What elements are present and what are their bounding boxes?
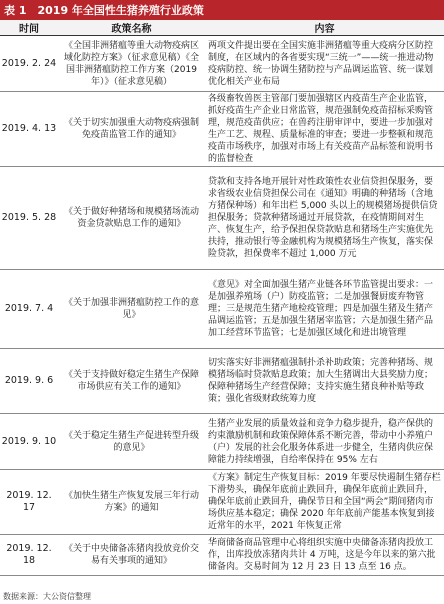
header-date: 时间 [0, 20, 58, 36]
table-row [0, 349, 444, 414]
row-content: 两项文件提出要在全国实施非洲猪瘟等重大疫病分区防控制度，在区域内的各省要实现“三统一”——统一推进动物疫病防控、统一协调生猪防控与产品调运监管、统一谋划优化相关产业布局 [205, 36, 444, 92]
table-row [0, 270, 444, 349]
table-row [0, 36, 444, 92]
row-policy-name: 《关于稳定生猪生产促进转型升级的意见》 [58, 414, 205, 470]
table-row [0, 470, 444, 535]
row-date: 2019. 7. 4 [0, 270, 58, 349]
row-policy-name: 《关于支持做好稳定生猪生产保障市场供应有关工作的通知》 [58, 349, 205, 414]
policy-table [0, 20, 444, 576]
table-title-bar [0, 0, 444, 20]
row-date: 2019. 5. 28 [0, 167, 58, 270]
row-date: 2019. 9. 10 [0, 414, 58, 470]
row-date: 2019. 12. 17 [0, 470, 58, 535]
row-content: 《意见》对全面加强生猪产业链各环节监管提出要求：一是加强养殖场（户）防疫监管；二是加强餐厨废弃物管理；三是规范生猪产地检疫管理；四是加强生猪及生猪产品调运监管；五是加强生猪屠宰监管；六是加强生猪产品加工经营环节监管；七是加强区域化和进出境管理 [205, 270, 444, 349]
row-policy-name: 《关于切实加强重大动物疫病强制免疫苗监管工作的通知》 [58, 92, 205, 167]
table-row [0, 92, 444, 167]
row-policy-name: 《关于加强非洲猪瘟防控工作的意见》 [58, 270, 205, 349]
data-source-note: 数据来源：大公资信整理 [3, 592, 91, 601]
row-content: 各级畜牧兽医主管部门要加强辖区内疫苗生产企业监管，抓好疫苗生产企业日常监管，规范强制免疫苗招标采购管理，规范疫苗供应；在兽药注册审评中，要进一步加强对生产工艺、规程、质量标准的审查；要进一步整顿和规范疫苗市场秩序，加强对市场上有关疫苗产品标签和说明书的监督检查 [205, 92, 444, 167]
table-row [0, 167, 444, 270]
row-policy-name: 《关于中央储备冻猪肉投放竞价交易有关事项的通知》 [58, 535, 205, 576]
row-content: 华商储备商品管理中心将组织实施中央储备冻猪肉投放工作，出库投放冻猪肉共计 4 万吨，这是今年以来的第六批储备肉。交易时间为 12 月 23 日 13 点至 16 点。 [205, 535, 444, 576]
table-title: 表 1 2019 年全国性生猪养殖行业政策 [4, 4, 204, 17]
row-content: 生猪产业发展的质量效益和竞争力稳步提升，稳产保供的约束激励机制和政策保障体系不断完善，带动中小养殖户（户）发展的社会化服务体系进一步健全，生猪肉供应保障能力持续增强，自给率保持在 95% 左右 [205, 414, 444, 470]
row-policy-name: 《关于做好种猪场和规模猪场流动资金贷款贴息工作的通知》 [58, 167, 205, 270]
row-date: 2019. 12. 18 [0, 535, 58, 576]
table-row [0, 414, 444, 470]
row-policy-name: 《加快生猪生产恢复发展三年行动方案》的通知 [58, 470, 205, 535]
row-date: 2019. 2. 24 [0, 36, 58, 92]
row-policy-name: 《全国非洲猪瘟等重大动物疫病区域化防控方案》（征求意见稿）《全国非洲猪瘟防控工作方案（2019 年）》（征求意见稿） [58, 36, 205, 92]
table-header-row [0, 20, 444, 36]
row-content: 切实落实好非洲猪瘟强制扑杀补助政策；完善种猪场、规模猪场临时贷款贴息政策；加大生猪调出大县奖励力度；保障种猪场生产经营保障；支持实施生猪良种补贴等政策；强化省级财政统筹力度 [205, 349, 444, 414]
table-row [0, 535, 444, 576]
row-content: 《方案》制定生产恢复目标：2019 年要尽快遏制生猪存栏下滑势头，确保年底前止跌回升，确保年底前止跌回升，确保年底前止跌回升，确保节日和全国“两会”期间猪肉市场供应基本稳定；确保 2020 年年底前产能基本恢复到接近常年的水平，2021 年恢复正常 [205, 470, 444, 535]
row-date: 2019. 4. 13 [0, 92, 58, 167]
row-date: 2019. 9. 6 [0, 349, 58, 414]
header-content: 内容 [205, 20, 444, 36]
row-content: 贷款和支持各地开展针对性政策性农业信贷担保服务，要求省级农业信贷担保公司在《通知》明确的种猪场（含地方猪保种场）和年出栏 5,000 头以上的规模猪场提供信贷担保服务；贷款种猪场通过开展贷款，在疫情期间对生产、恢复生产，给予保担保贷款贴息和猪场生产实施优先扶持，推动银行等金融机构为规模猪场生产恢复，落实保险贷款，担保费率不超过 1,000 万元 [205, 167, 444, 270]
header-policy-name: 政策名称 [58, 20, 205, 36]
